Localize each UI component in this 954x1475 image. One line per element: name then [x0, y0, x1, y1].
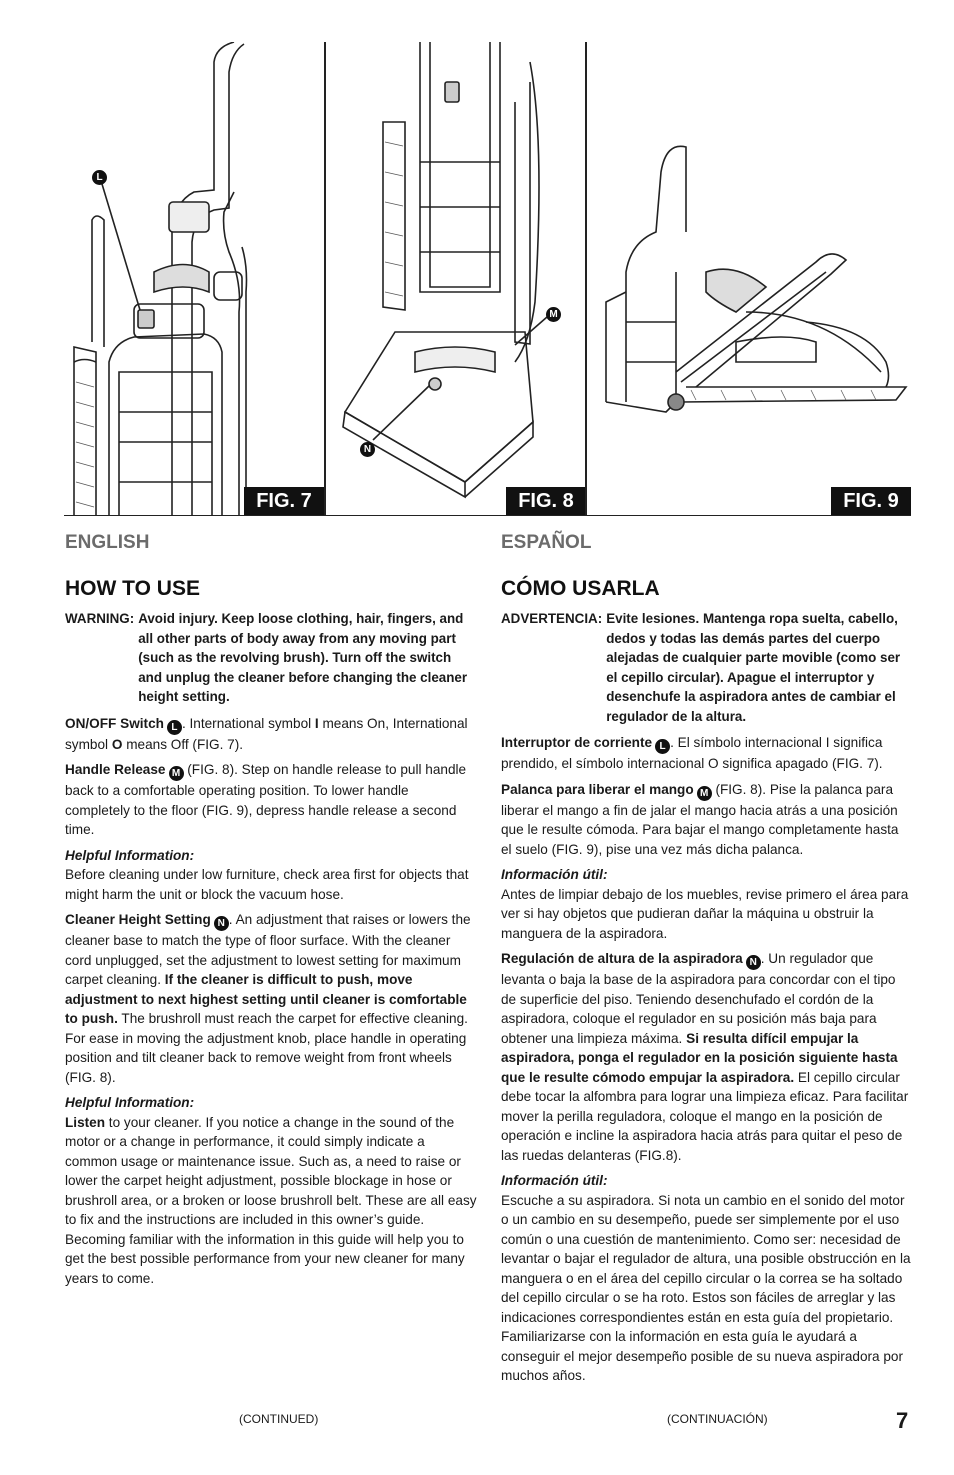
handle-release-text: (FIG. 8). Step on handle release to pull handle back to a comfortable operating position. To lower handle completely to the floor (FIG. 9), depress handle release a second time.	[65, 762, 467, 837]
height-setting-text: . An adjustment that raises or lowers the cleaner base to match the type of floor surface. With the cleaner cord unplugged, set the adjustment to lowest setting for maximum carpet cleaning.	[65, 912, 471, 987]
fig-8-illustration	[325, 42, 585, 515]
section-title: HOW TO USE	[65, 577, 200, 600]
height-setting-emphasis: Si resulta difícil empujar la aspiradora, ponga el regulador en la posición siguiente hasta que le resulte cómodo empujar la aspiradora.	[501, 1030, 898, 1085]
listen-text: to your cleaner. If you notice a change in the sound of the motor or a change in performance, it could simply indicate a common usage or maintenance issue. Such as, a need to raise or lower the carpet height adjustment, possible blockage in hose or brushroll area, or a broken or loose brushroll belt. These are all easy to fix and the instructions are included in this owner’s guide. Becoming familiar with the information in this guide will help you to get the best possible performance from your new cleaner for many years to come.	[65, 1114, 477, 1286]
handle-release-text: (FIG. 8). Pise la palanca para liberar el mango a fin de jalar el mango hacia atrás a una posición que le resulte cómoda. Para bajar el mango completamente hasta el suelo (FIG. 9), pise una vez más dicha palanca.	[501, 781, 899, 857]
page-number: 7	[896, 1408, 909, 1433]
helpful-info-text: Antes de limpiar debajo de los muebles, revise primero el área para ver si hay objetos que pudieran dañar la máquina u obstruir la manguera de la aspiradora.	[501, 886, 909, 941]
listen-paragraph	[65, 1113, 477, 1289]
section-title: CÓMO USARLA	[501, 577, 660, 600]
callout-n-icon: N	[214, 916, 229, 931]
figure-strip	[64, 42, 911, 516]
warning-label: WARNING:	[65, 611, 135, 626]
vacuum-handle-lowered-drawing	[586, 42, 911, 515]
onoff-title: ON/OFF Switch	[65, 715, 164, 731]
height-setting-paragraph	[65, 910, 477, 1087]
handle-release-paragraph	[501, 780, 911, 860]
height-setting-text: El cepillo circular debe tocar la alfombra para lograr una limpieza eficaz. Para facilitar mover la perilla reguladora, coloque el mango en la posición de operación e incline la aspiradora hacia atrás para quitar el peso de las ruedas delanteras (FIG.8).	[501, 1069, 909, 1163]
language-heading: ESPAÑOL	[501, 532, 592, 553]
warning-block	[501, 609, 911, 726]
language-heading: ENGLISH	[65, 532, 150, 553]
helpful-info-text: Before cleaning under low furniture, check area first for objects that might harm the unit or block the vacuum hose.	[65, 867, 469, 902]
warning-block	[65, 609, 477, 707]
height-setting-text: The brushroll must reach the carpet for effective cleaning. For ease in moving the adjustment knob, place handle in operating position and tilt cleaner back to remove weight from front wheels (FIG. 8).	[65, 1011, 468, 1085]
callout-l-icon: L	[655, 739, 670, 754]
callout-n-icon: N	[746, 955, 761, 970]
onoff-paragraph	[501, 733, 911, 774]
height-setting-text: . Un regulador que levanta o baja la base de la aspiradora para concordar con el tipo de superficie del piso. Teniendo desenchufado el cordón de la aspiradora, coloque el regulador en su posición más baja para obtener una limpieza máxima.	[501, 951, 896, 1046]
handle-release-paragraph	[65, 760, 477, 840]
upright-vacuum-front-drawing	[64, 42, 324, 515]
helpful-info-heading: Helpful Information:	[65, 1095, 195, 1110]
handle-release-title: Handle Release	[65, 762, 166, 777]
height-setting-title: Regulación de altura de la aspiradora	[501, 951, 743, 966]
callout-m-icon: M	[169, 766, 184, 781]
height-setting-emphasis: If the cleaner is difficult to push, move adjustment to next highest setting until cleaner is comfortable to push.	[65, 972, 467, 1026]
helpful-info-heading: Información útil:	[501, 1173, 608, 1188]
onoff-text: . El símbolo internacional I significa prendido, el símbolo internacional O significa apagado (FIG. 7).	[501, 735, 883, 771]
onoff-text: means Off (FIG. 7).	[122, 736, 244, 752]
handle-release-title: Palanca para liberar el mango	[501, 781, 694, 797]
height-setting-title: Cleaner Height Setting	[65, 912, 211, 927]
fig-8-label: FIG. 8	[506, 487, 586, 515]
callout-m-icon: M	[697, 786, 712, 801]
fig-9-label: FIG. 9	[831, 487, 911, 515]
callout-n: N	[360, 442, 375, 457]
warning-text: Avoid injury. Keep loose clothing, hair, fingers, and all other parts of body away from any moving part (such as the revolving brush). Turn off the switch and unplug the cleaner before changing the cleaner height setting.	[138, 611, 468, 704]
onoff-paragraph	[65, 714, 477, 755]
listen-emphasis: Listen	[65, 1114, 106, 1130]
fig-7-label: FIG. 7	[244, 487, 324, 515]
callout-m: M	[546, 307, 561, 322]
spanish-column	[501, 530, 911, 1392]
continued-note: (CONTINUED)	[239, 1412, 319, 1426]
listen-paragraph: Escuche a su aspiradora. Si nota un cambio en el sonido del motor o un cambio en su desempeño, puede ser simplemente por el uso común o una cuestión de mantenimiento. Como ser: necesidad de levantar o bajar el regulador de altura, una posible obstrucción en la manguera o en el área del cepillo circular o la correa se ha soltado del cepillo circular o se ha roto. Estos son fáciles de arreglar y las indicaciones correspondientes están en esta guía del propietario. Familiarizarse con la información en esta guía le ayudará a conseguir el mejor desempeño posible de su nueva aspiradora por muchos años.	[501, 1192, 911, 1383]
warning-text: Evite lesiones. Mantenga ropa suelta, cabello, dedos y todas las demás partes del cuerpo alejadas de cualquier parte movible (como ser el cepillo circular). Apague el interruptor y desenchufe la aspiradora antes de cambiar el regulador de la altura.	[606, 611, 901, 724]
onoff-text: . International symbol	[181, 715, 315, 731]
fig-9-illustration	[586, 42, 911, 515]
symbol-off: O	[111, 736, 123, 752]
onoff-text: means On, International symbol	[65, 715, 468, 752]
helpful-info-heading: Información útil:	[501, 867, 608, 882]
callout-l: L	[92, 170, 107, 185]
helpful-info-heading: Helpful Information:	[65, 847, 195, 863]
continued-note: (CONTINUACIÓN)	[667, 1412, 768, 1426]
onoff-title: Interruptor de corriente	[501, 735, 653, 750]
height-setting-paragraph	[501, 949, 911, 1165]
symbol-on: I	[314, 715, 319, 731]
english-column	[65, 530, 477, 1294]
fig-7-illustration	[64, 42, 324, 515]
callout-l-icon: L	[167, 720, 182, 735]
warning-label: ADVERTENCIA:	[501, 611, 603, 626]
